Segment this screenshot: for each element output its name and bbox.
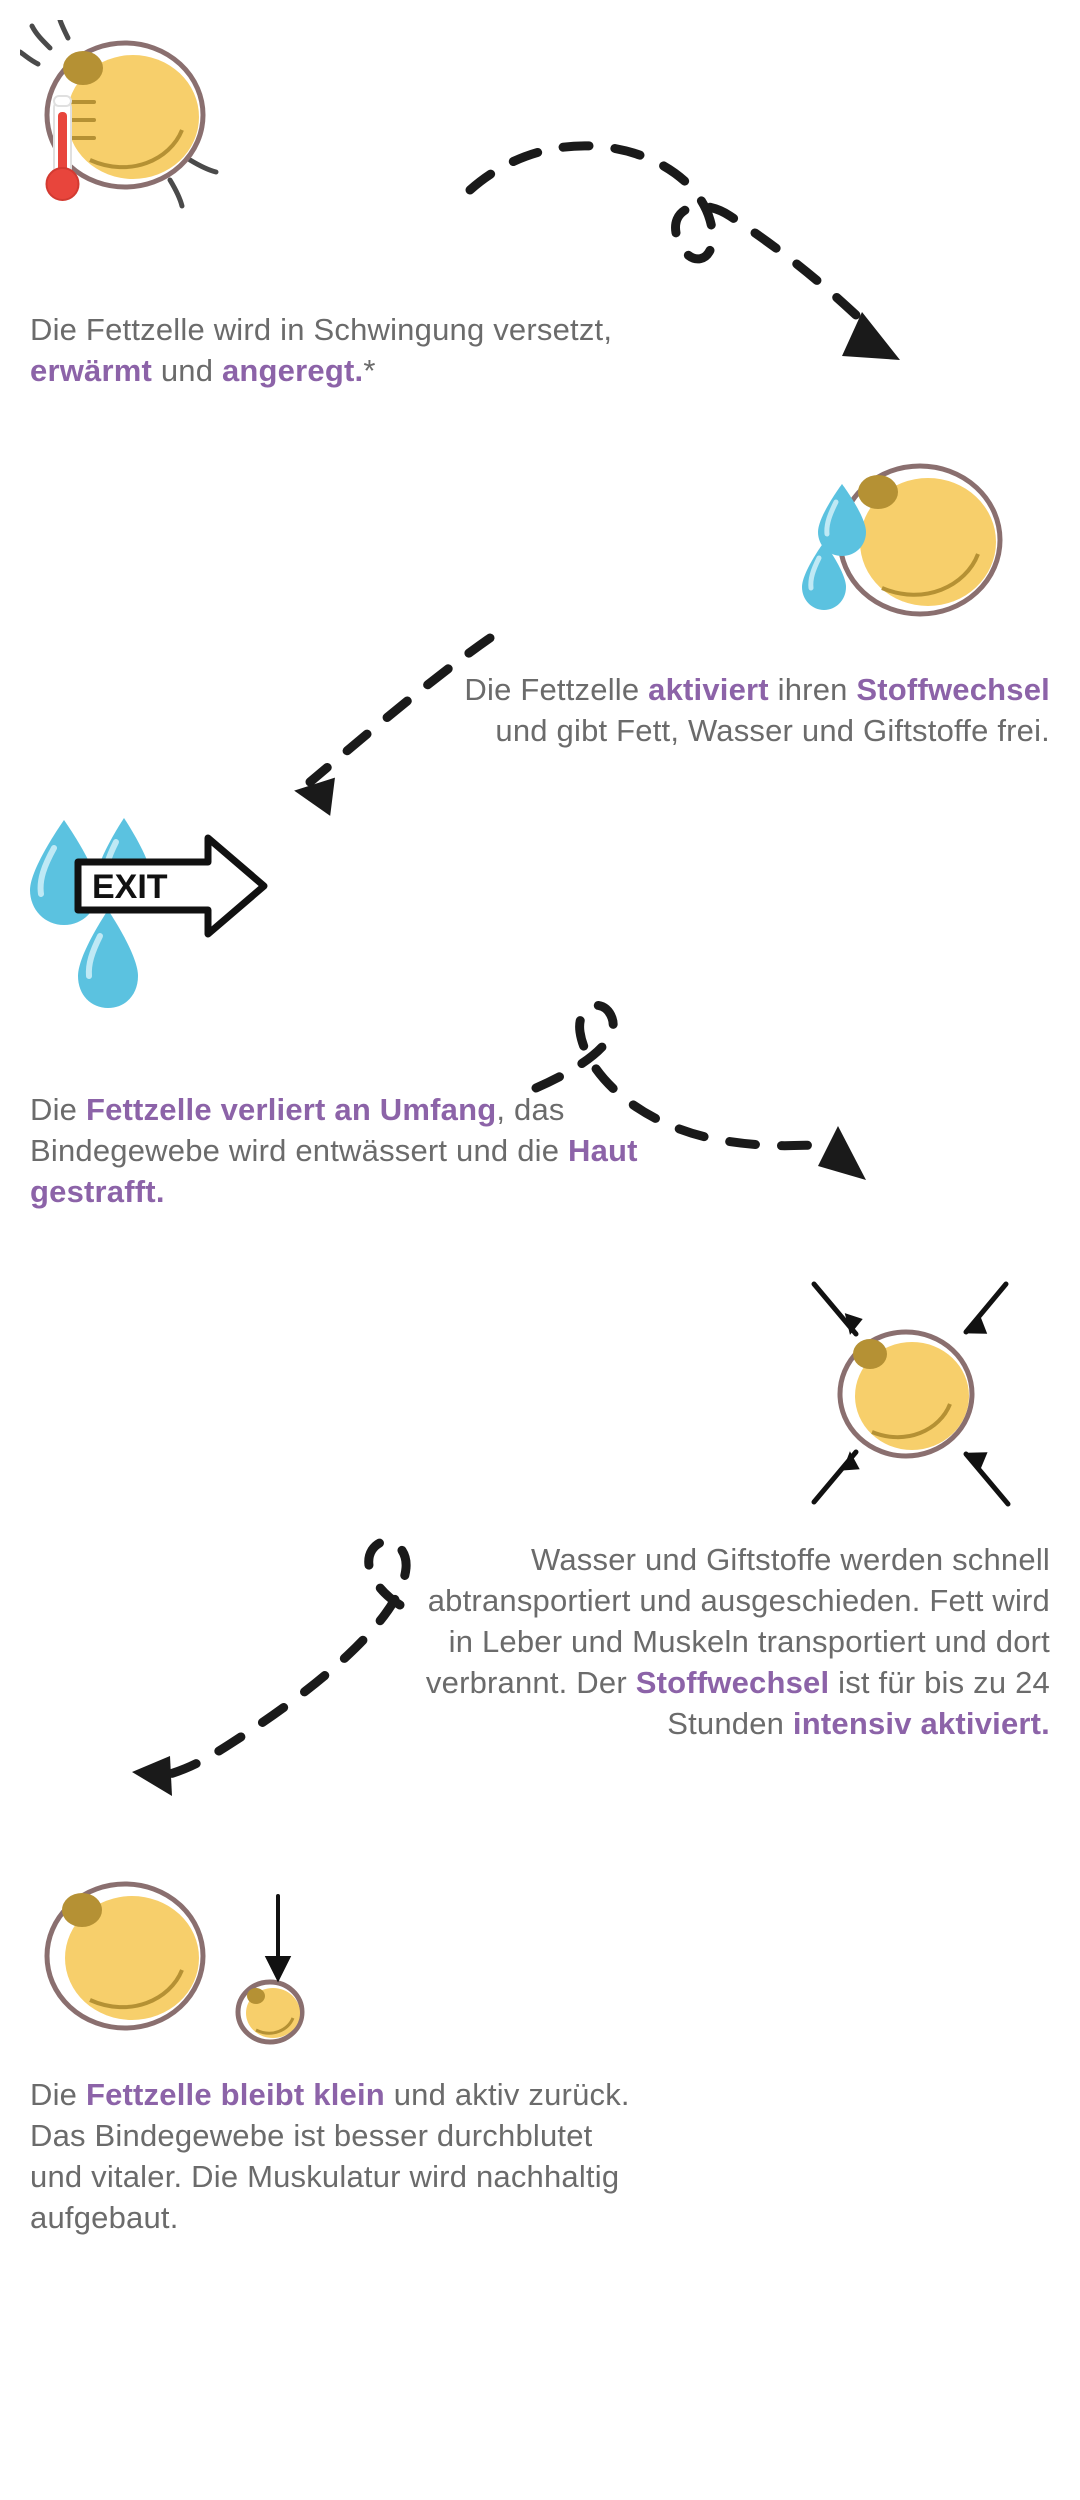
water-drops-with-exit-sign-icon	[20, 810, 310, 1030]
step-5-caption	[30, 2075, 630, 2239]
step-4-caption-text: Wasser und Giftstoffe werden schnell abtransportiert und ausgeschieden. Fett wird in Leber und Muskeln transportiert und dort verbrannt. Der Stoffwechsel ist für bis zu 24 Stunden intensiv aktiviert.	[425, 1542, 1050, 1741]
arrowhead-1	[842, 312, 900, 360]
shrinking-fat-cell-with-inward-arrows-icon	[760, 1270, 1060, 1520]
step-5-caption-text: Die Fettzelle bleibt klein und aktiv zurück. Das Bindegewebe ist besser durchblutet und vitaler. Die Muskulatur wird nachhaltig aufgebaut.	[30, 2077, 630, 2235]
water-drop-icon-3	[78, 910, 138, 1008]
step-1-caption-text: Die Fettzelle wird in Schwingung versetzt, erwärmt und angeregt.*	[30, 312, 613, 388]
step-1-caption	[30, 310, 650, 392]
arrowhead-3	[818, 1126, 866, 1180]
step-2-caption	[420, 670, 1050, 752]
arrowhead-2	[294, 763, 350, 816]
exit-label: EXIT	[92, 868, 168, 906]
connector-arrow-1	[470, 146, 872, 330]
connector-arrow-4	[158, 1541, 406, 1778]
step-4-caption	[420, 1540, 1050, 1745]
step-3-caption-text: Die Fettzelle verliert an Umfang, das Bindegewebe wird entwässert und die Haut gestrafft.	[30, 1092, 638, 1209]
large-and-small-fat-cell-icon	[20, 1870, 340, 2070]
arrowhead-4	[132, 1756, 172, 1796]
step-2-caption-text: Die Fettzelle aktiviert ihren Stoffwechsel und gibt Fett, Wasser und Giftstoffe frei.	[464, 672, 1050, 748]
fat-cell-with-thermometer-icon	[20, 20, 270, 220]
down-arrow-icon	[268, 1896, 288, 1978]
fat-cell-with-water-drops-icon	[800, 440, 1070, 640]
step-3-caption	[30, 1090, 650, 1213]
